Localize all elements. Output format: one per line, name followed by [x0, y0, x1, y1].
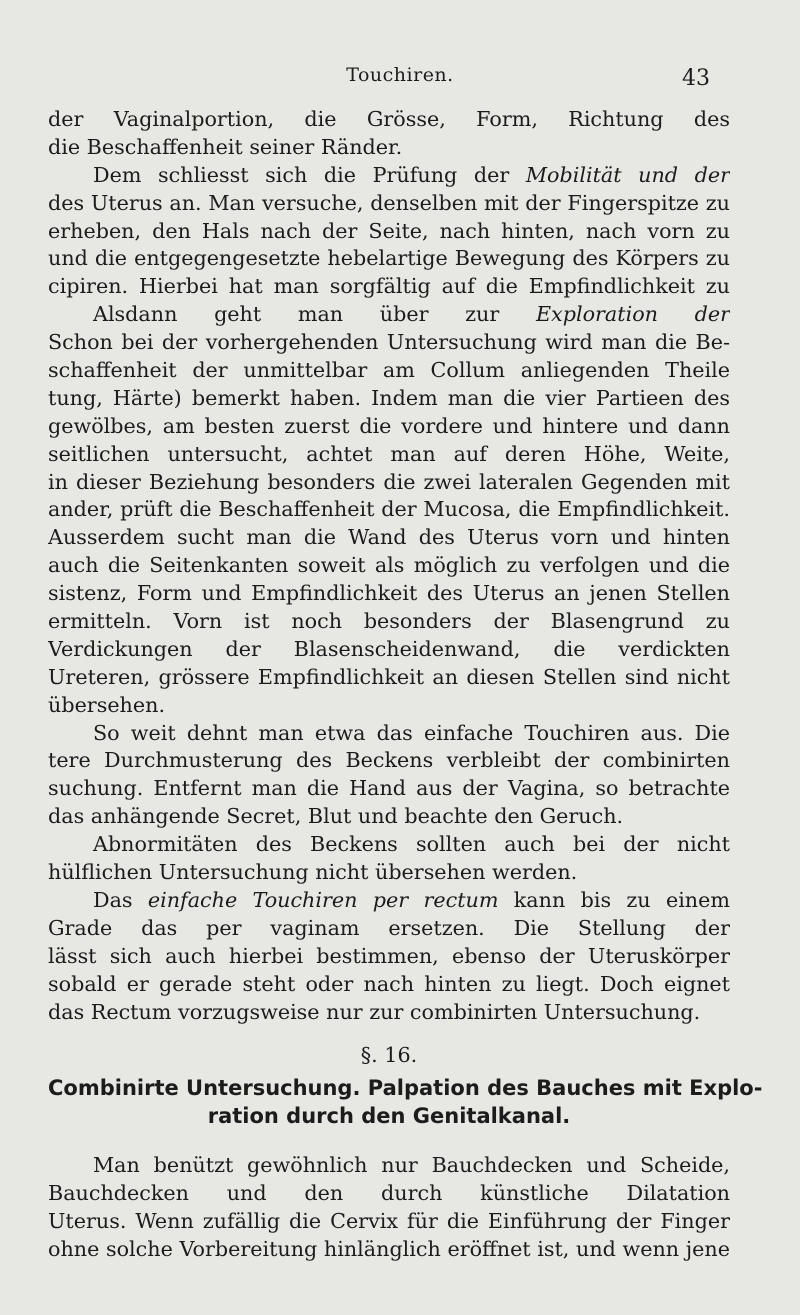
text-line: [48, 218, 730, 246]
text-segment: Grade das per vaginam ersetzen. Die Stellung der: [48, 915, 730, 940]
text-segment: sobald er gerade steht oder nach hinten zu liegt. Doch eignet: [48, 971, 730, 996]
text-segment: tung, Härte) bemerkt haben. Indem man die vier Partieen des: [48, 385, 730, 410]
text-segment: ander, prüft die Beschaffenheit der Mucosa, die Empfindlichkeit.: [48, 497, 730, 522]
text-segment: Verdickungen der Blasenscheidenwand, die verdickten: [48, 636, 730, 661]
text-line: [48, 1236, 730, 1264]
text-segment: Uterus. Wenn zufällig die Cervix für die Einführung der Finger: [48, 1209, 730, 1234]
text-line: [48, 775, 730, 803]
text-segment: und die entgegengesetzte hebelartige Bewegung des Körpers zu: [48, 246, 730, 271]
text-line: [48, 357, 730, 385]
text-segment: suchung. Entfernt man die Hand aus der Vagina, so betrachte: [48, 776, 730, 801]
closing-paragraph: [48, 1152, 730, 1264]
text-segment: So weit dehnt man etwa das einfache Touchiren aus. Die: [93, 720, 730, 745]
text-segment: die Beschaffenheit seiner Ränder.: [48, 134, 403, 159]
text-segment: Schon bei der vorhergehenden Untersuchung wird man die Be-: [48, 330, 730, 355]
text-line: [48, 859, 730, 887]
text-segment: hülflichen Untersuchung nicht übersehen werden.: [48, 860, 578, 885]
text-line: [48, 887, 730, 915]
text-segment: in dieser Beziehung besonders die zwei lateralen Gegenden mit: [48, 469, 730, 494]
heading-spacing: [48, 1130, 730, 1152]
text-line: [48, 162, 730, 190]
text-line: [48, 943, 730, 971]
italic-emphasis: Exploration der: [535, 302, 730, 327]
text-segment: seitlichen untersucht, achtet man auf deren Höhe, Weite,: [48, 441, 730, 466]
text-line: [48, 608, 730, 636]
running-title: Touchiren.: [346, 64, 454, 86]
text-segment: Ureteren, grössere Empfindlichkeit an diesen Stellen sind nicht: [48, 664, 730, 689]
text-line: [48, 552, 730, 580]
text-segment: ermitteln. Vorn ist noch besonders der Blasengrund zu: [48, 609, 730, 634]
text-segment: schaffenheit der unmittelbar am Collum anliegenden Theile: [48, 358, 730, 383]
text-segment: Dem schliesst sich die Prüfung der: [93, 162, 526, 187]
text-segment: übersehen.: [48, 692, 166, 717]
page-header: [0, 64, 800, 94]
text-segment: sistenz, Form und Empfindlichkeit des Uterus an jenen Stellen: [48, 581, 730, 606]
text-line: [48, 1152, 730, 1180]
text-line: [48, 106, 730, 134]
text-line: [48, 329, 730, 357]
text-segment: Ausserdem sucht man die Wand des Uterus vorn und hinten: [48, 525, 730, 550]
italic-emphasis: einfache Touchiren per rectum: [147, 887, 499, 912]
text-segment: das Rectum vorzugsweise nur zur combinirten Untersuchung.: [48, 999, 701, 1024]
text-line: [48, 496, 730, 524]
text-line: [48, 385, 730, 413]
text-line: [48, 245, 730, 273]
text-line: [48, 1180, 730, 1208]
text-line: [48, 134, 730, 162]
text-line: [48, 636, 730, 664]
italic-emphasis: Mobilität und der: [525, 162, 730, 187]
text-segment: Alsdann geht man über zur: [93, 302, 536, 327]
text-line: [48, 1208, 730, 1236]
section-number: §. 16.: [360, 1043, 418, 1068]
text-segment: Man benützt gewöhnlich nur Bauchdecken und Scheide,: [93, 1153, 730, 1178]
section-heading-line-2: ration durch den Genitalkanal.: [207, 1104, 571, 1129]
text-segment: auch die Seitenkanten soweit als möglich zu verfolgen und die: [48, 553, 730, 578]
text-segment: der Vaginalportion, die Grösse, Form, Richtung des: [48, 107, 730, 131]
text-segment: gewölbes, am besten zuerst die vordere und hintere und dann: [48, 413, 730, 438]
text-line: [48, 273, 730, 301]
text-segment: des Uterus an. Man versuche, denselben mit der Fingerspitze zu: [48, 190, 730, 215]
text-segment: Das: [93, 887, 148, 912]
page-number: 43: [682, 66, 710, 91]
text-line: [48, 692, 730, 720]
text-segment: Bauchdecken und den durch künstliche Dilatation: [48, 1181, 730, 1206]
body-text: [48, 106, 763, 1264]
main-paragraphs: [48, 106, 730, 1026]
text-line: [48, 469, 730, 497]
text-segment: das anhängende Secret, Blut und beachte den Geruch.: [48, 804, 624, 829]
text-line: [48, 999, 730, 1027]
text-segment: tere Durchmusterung des Beckens verbleibt der combinirten: [48, 748, 730, 773]
text-line: [48, 441, 730, 469]
text-line: [48, 720, 730, 748]
text-line: [48, 915, 730, 943]
text-line: [48, 413, 730, 441]
text-line: [48, 803, 730, 831]
text-segment: Abnormitäten des Beckens sollten auch bei der nicht: [93, 832, 730, 857]
section-heading-line-1: Combinirte Untersuchung. Palpation des Bauches mit Explo-: [48, 1076, 763, 1101]
text-line: [48, 831, 730, 859]
text-line: [48, 580, 730, 608]
text-line: [48, 747, 730, 775]
text-line: [48, 301, 730, 329]
text-segment: lässt sich auch hierbei bestimmen, ebenso der Uteruskörper: [48, 943, 730, 968]
text-segment: ohne solche Vorbereitung hinlänglich eröffnet ist, und wenn jene: [48, 1237, 730, 1262]
text-segment: kann bis zu einem: [513, 887, 730, 912]
text-line: [48, 664, 730, 692]
text-segment: cipiren. Hierbei hat man sorgfältig auf die Empfindlichkeit zu: [48, 274, 730, 299]
text-line: [48, 971, 730, 999]
text-line: [48, 190, 730, 218]
text-line: [48, 524, 730, 552]
text-segment: erheben, den Hals nach der Seite, nach hinten, nach vorn zu: [48, 218, 730, 243]
